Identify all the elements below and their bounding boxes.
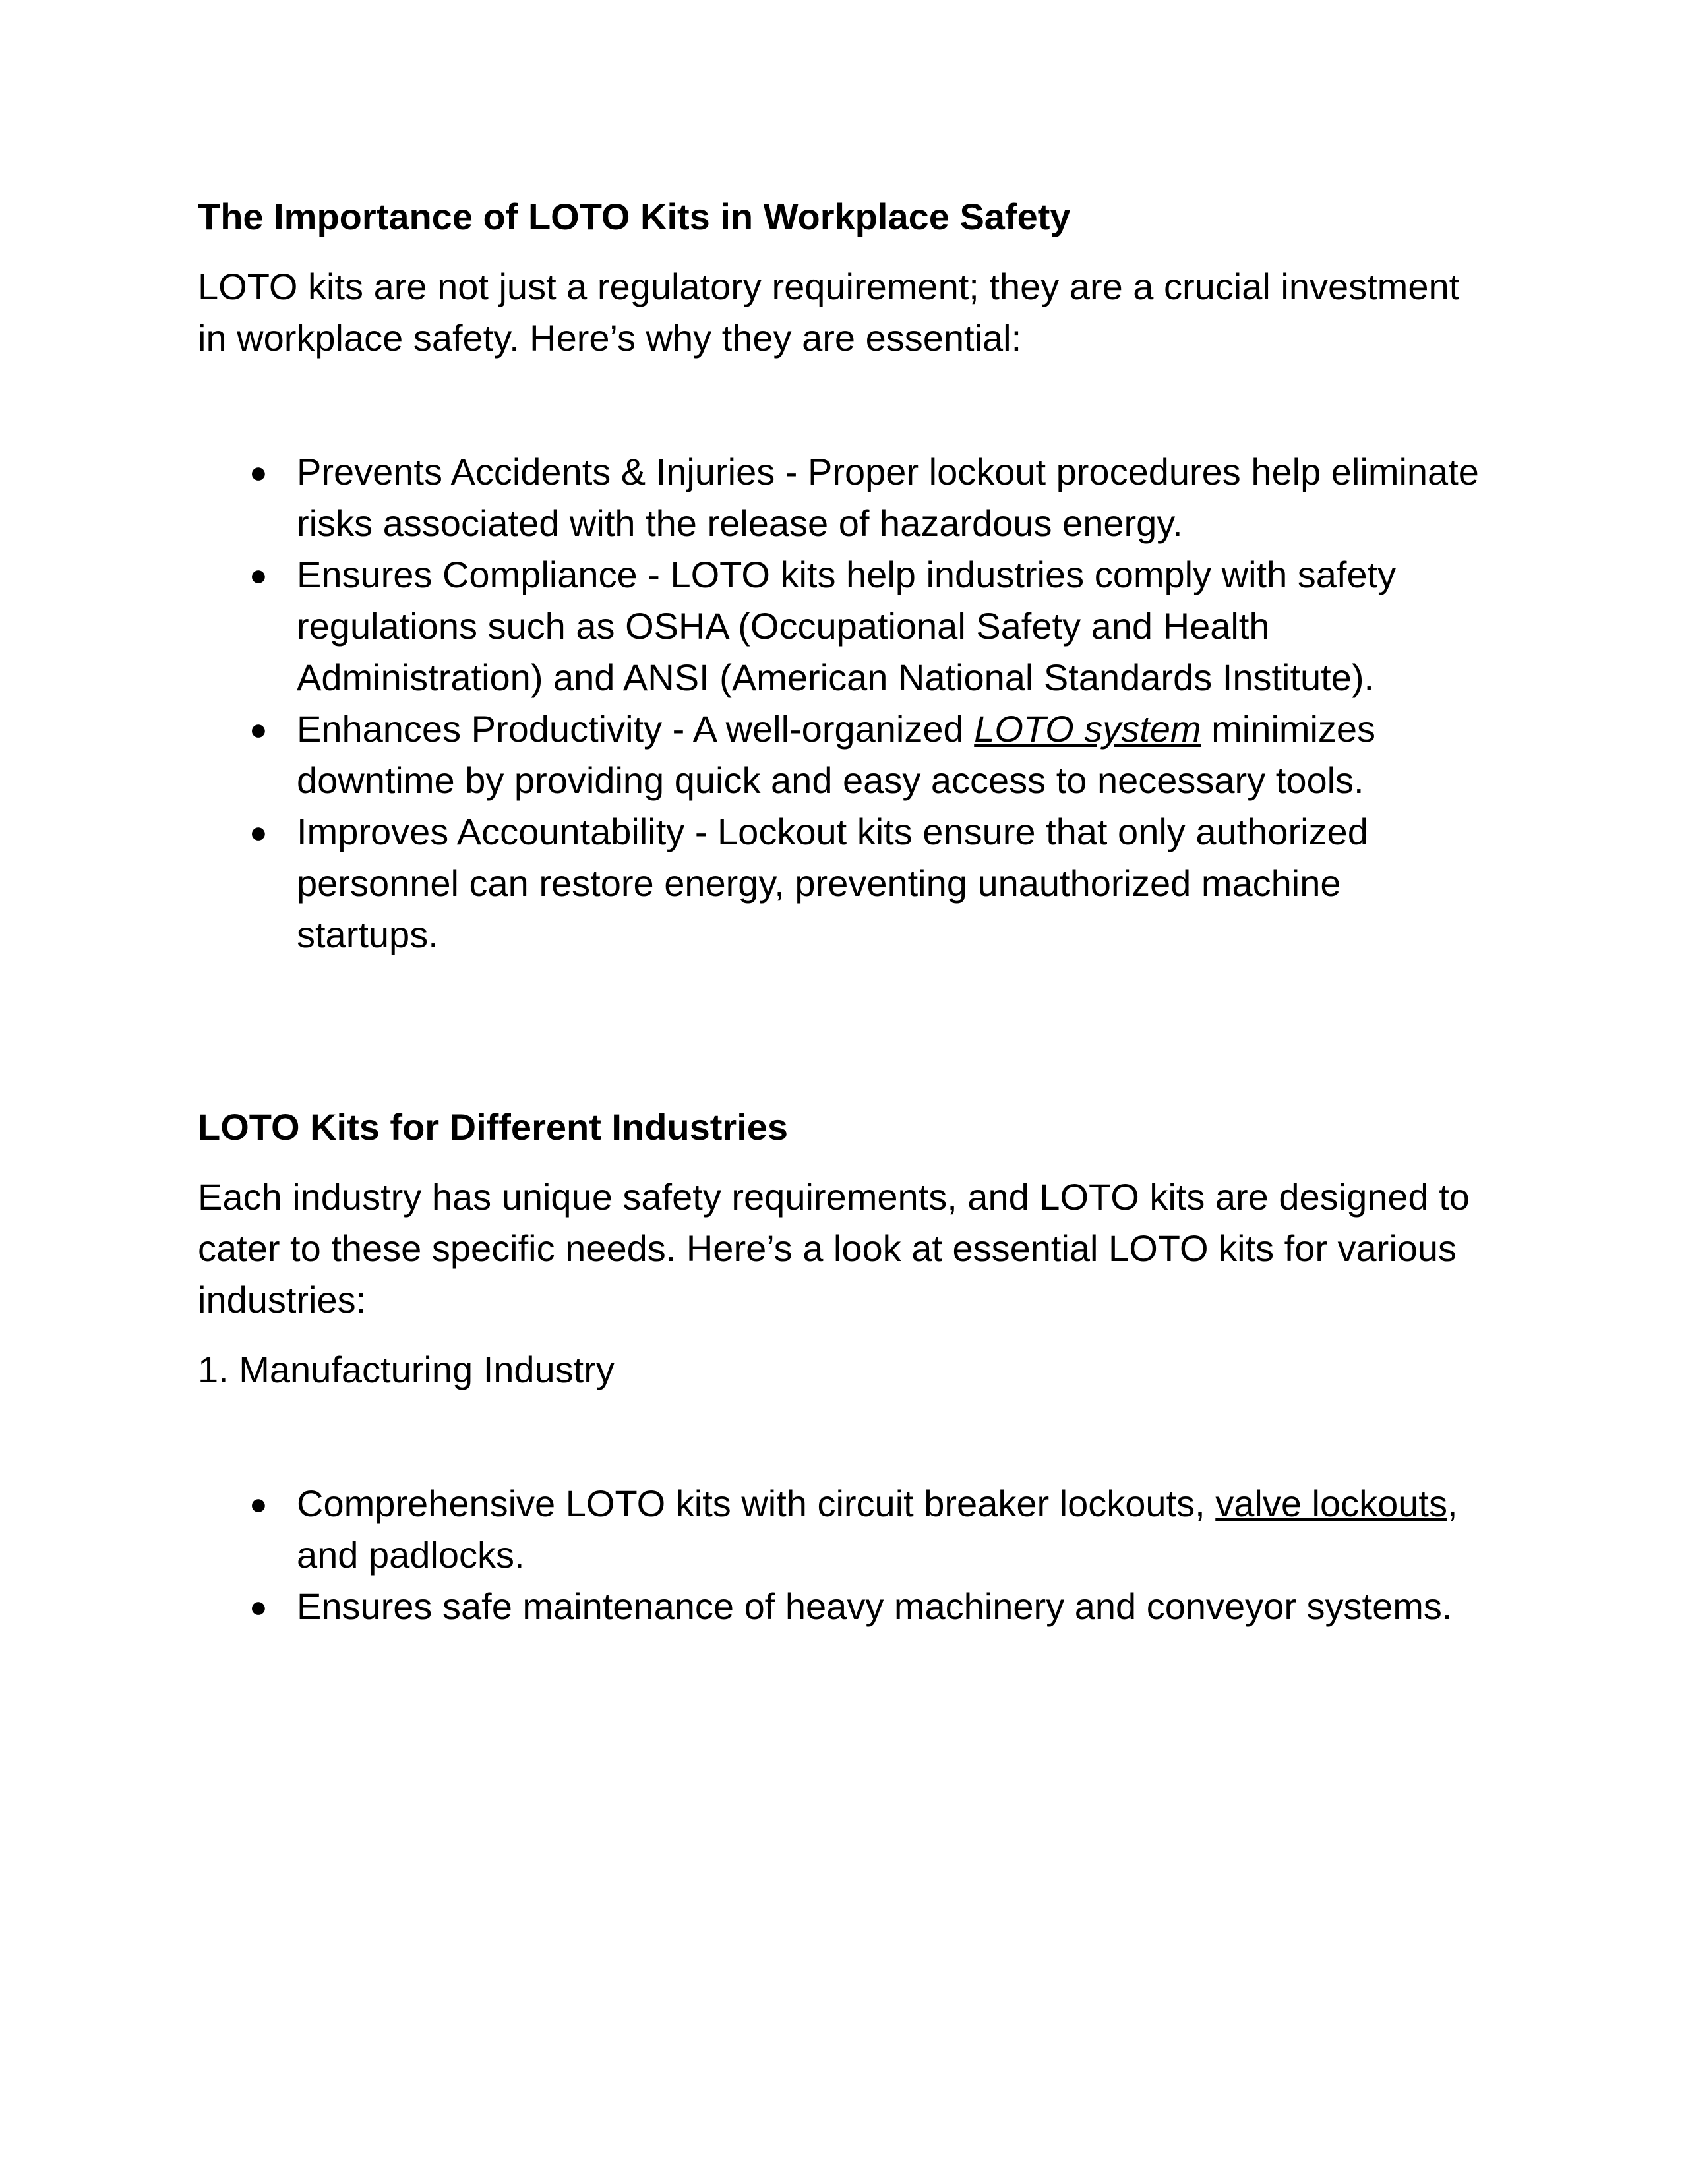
subheading-manufacturing: 1. Manufacturing Industry bbox=[198, 1349, 615, 1390]
manufacturing-bullet-list bbox=[198, 1478, 1490, 1632]
list-item bbox=[198, 446, 1490, 549]
bullet-text-after: minimizes downtime by providing quick and easy access to necessary tools. bbox=[297, 708, 1376, 801]
list-item bbox=[198, 549, 1490, 703]
industries-intro: Each industry has unique safety requirements, and LOTO kits are designed to cater to these specific needs. Here’s a look at essential LOTO kits for various industries: bbox=[198, 1176, 1470, 1320]
bullet-icon: ● bbox=[249, 558, 268, 592]
bullet-text-after: , and padlocks. bbox=[297, 1483, 1458, 1576]
bullet-icon: ● bbox=[249, 1589, 268, 1624]
list-item bbox=[198, 703, 1490, 806]
section-heading-importance: The Importance of LOTO Kits in Workplace Safety bbox=[198, 196, 1071, 237]
importance-bullet-list bbox=[198, 446, 1490, 960]
valve-lockouts-link[interactable]: valve lockouts bbox=[1215, 1483, 1447, 1524]
bullet-text: Ensures Compliance - LOTO kits help industries comply with safety regulations such as OSHA (Occupational Safety and Health Administration) and ANSI (American National Standards Institute). bbox=[297, 554, 1397, 698]
bullet-icon: ● bbox=[249, 815, 268, 849]
bullet-text: Prevents Accidents & Injuries - Proper lockout procedures help eliminate risks associated with the release of hazardous energy. bbox=[297, 451, 1479, 544]
bullet-text: Improves Accountability - Lockout kits ensure that only authorized personnel can restore energy, preventing unauthorized machine startups. bbox=[297, 811, 1368, 955]
section-heading-industries: LOTO Kits for Different Industries bbox=[198, 1106, 789, 1148]
bullet-icon: ● bbox=[249, 1487, 268, 1521]
list-item bbox=[198, 806, 1490, 960]
bullet-text-before: Enhances Productivity - A well-organized bbox=[297, 708, 975, 750]
bullet-text-before: Comprehensive LOTO kits with circuit breaker lockouts, bbox=[297, 1483, 1216, 1524]
importance-intro: LOTO kits are not just a regulatory requirement; they are a crucial investment in workplace safety. Here’s why they are essential: bbox=[198, 266, 1460, 359]
bullet-icon: ● bbox=[249, 455, 268, 489]
bullet-icon: ● bbox=[249, 712, 268, 746]
loto-system-link[interactable]: LOTO system bbox=[974, 708, 1201, 750]
list-item bbox=[198, 1478, 1490, 1581]
list-item bbox=[198, 1581, 1490, 1632]
bullet-text: Ensures safe maintenance of heavy machinery and conveyor systems. bbox=[297, 1585, 1453, 1627]
document-page bbox=[198, 191, 1490, 1632]
